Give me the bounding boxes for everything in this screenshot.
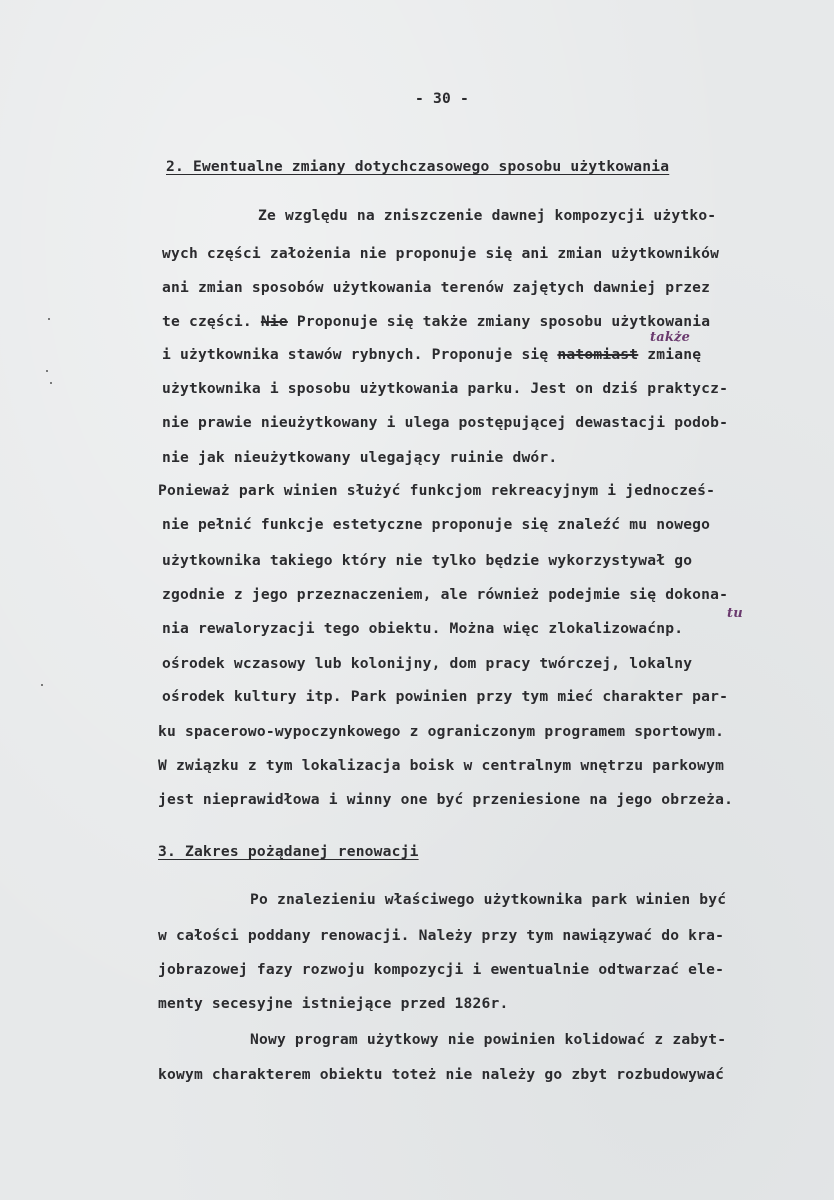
paragraph-line: Ze względu na zniszczenie dawnej kompozycji użytko-: [258, 207, 717, 224]
handwritten-insertion: tu: [727, 606, 743, 621]
paragraph-line-with-correction: [162, 620, 683, 638]
paragraph-line: ani zmian sposobów użytkowania terenów zajętych dawniej przez: [162, 279, 711, 296]
paragraph-line: nie prawie nieużytkowany i ulega postępującej dewastacji podob-: [162, 414, 729, 431]
section-2-heading: 2. Ewentualne zmiany dotychczasowego sposobu użytkowania: [166, 158, 670, 175]
paragraph-line: w całości poddany renowacji. Należy przy tym nawiązywać do kra-: [158, 927, 725, 944]
paragraph-line: ośrodek wczasowy lub kolonijny, dom pracy twórczej, lokalny: [162, 655, 693, 672]
margin-speck: [50, 382, 52, 384]
paragraph-line: kowym charakterem obiektu toteż nie należy go zbyt rozbudowywać: [158, 1066, 725, 1083]
paragraph-line-with-correction: [162, 313, 710, 331]
text-segment: np.: [656, 620, 684, 637]
struck-word: Nie: [260, 313, 288, 330]
page-number: - 30 -: [415, 90, 469, 107]
paragraph-line: nie pełnić funkcje estetyczne proponuje się znaleźć mu nowego: [162, 516, 711, 533]
paragraph-line: jobrazowej fazy rozwoju kompozycji i ewentualnie odtwarzać ele-: [158, 961, 725, 978]
margin-speck: [46, 370, 48, 372]
text-segment: zmianę: [647, 346, 702, 363]
paragraph-line: nie jak nieużytkowany ulegający ruinie dwór.: [162, 449, 558, 466]
margin-speck: [41, 684, 43, 686]
text-segment: te części.: [162, 313, 252, 330]
paragraph-line: zgodnie z jego przeznaczeniem, ale również podejmie się dokona-: [162, 586, 729, 603]
paragraph-line: Po znalezieniu właściwego użytkownika park winien być: [250, 891, 727, 908]
handwritten-insertion: także: [650, 330, 691, 345]
text-segment: i użytkownika stawów rybnych. Proponuje się: [162, 346, 549, 363]
paragraph-line: wych części założenia nie proponuje się ani zmian użytkowników: [162, 245, 720, 262]
paragraph-line: Nowy program użytkowy nie powinien kolidować z zabyt-: [250, 1031, 727, 1048]
text-segment: Proponuje się także zmiany sposobu użytkowania: [296, 313, 711, 330]
paragraph-line: Ponieważ park winien służyć funkcjom rekreacyjnym i jednocześ-: [158, 482, 716, 499]
paragraph-line: jest nieprawidłowa i winny one być przeniesione na jego obrzeża.: [158, 791, 734, 808]
paragraph-line: W związku z tym lokalizacja boisk w centralnym wnętrzu parkowym: [158, 757, 725, 774]
struck-word: natomiast: [557, 346, 639, 363]
paragraph-line-with-correction: [162, 346, 701, 364]
paragraph-line: ku spacerowo-wypoczynkowego z ograniczonym programem sportowym.: [158, 723, 725, 740]
paragraph-line: użytkownika i sposobu użytkowania parku. Jest on dziś praktycz-: [162, 380, 729, 397]
paragraph-line: użytkownika takiego który nie tylko będzie wykorzystywał go: [162, 552, 693, 569]
section-3-heading: 3. Zakres pożądanej renowacji: [158, 843, 419, 860]
text-segment: nia rewaloryzacji tego obiektu. Można więc zlokalizować: [162, 620, 657, 637]
margin-speck: [48, 318, 50, 320]
paragraph-line: ośrodek kultury itp. Park powinien przy tym mieć charakter par-: [162, 688, 729, 705]
paragraph-line: menty secesyjne istniejące przed 1826r.: [158, 995, 509, 1012]
